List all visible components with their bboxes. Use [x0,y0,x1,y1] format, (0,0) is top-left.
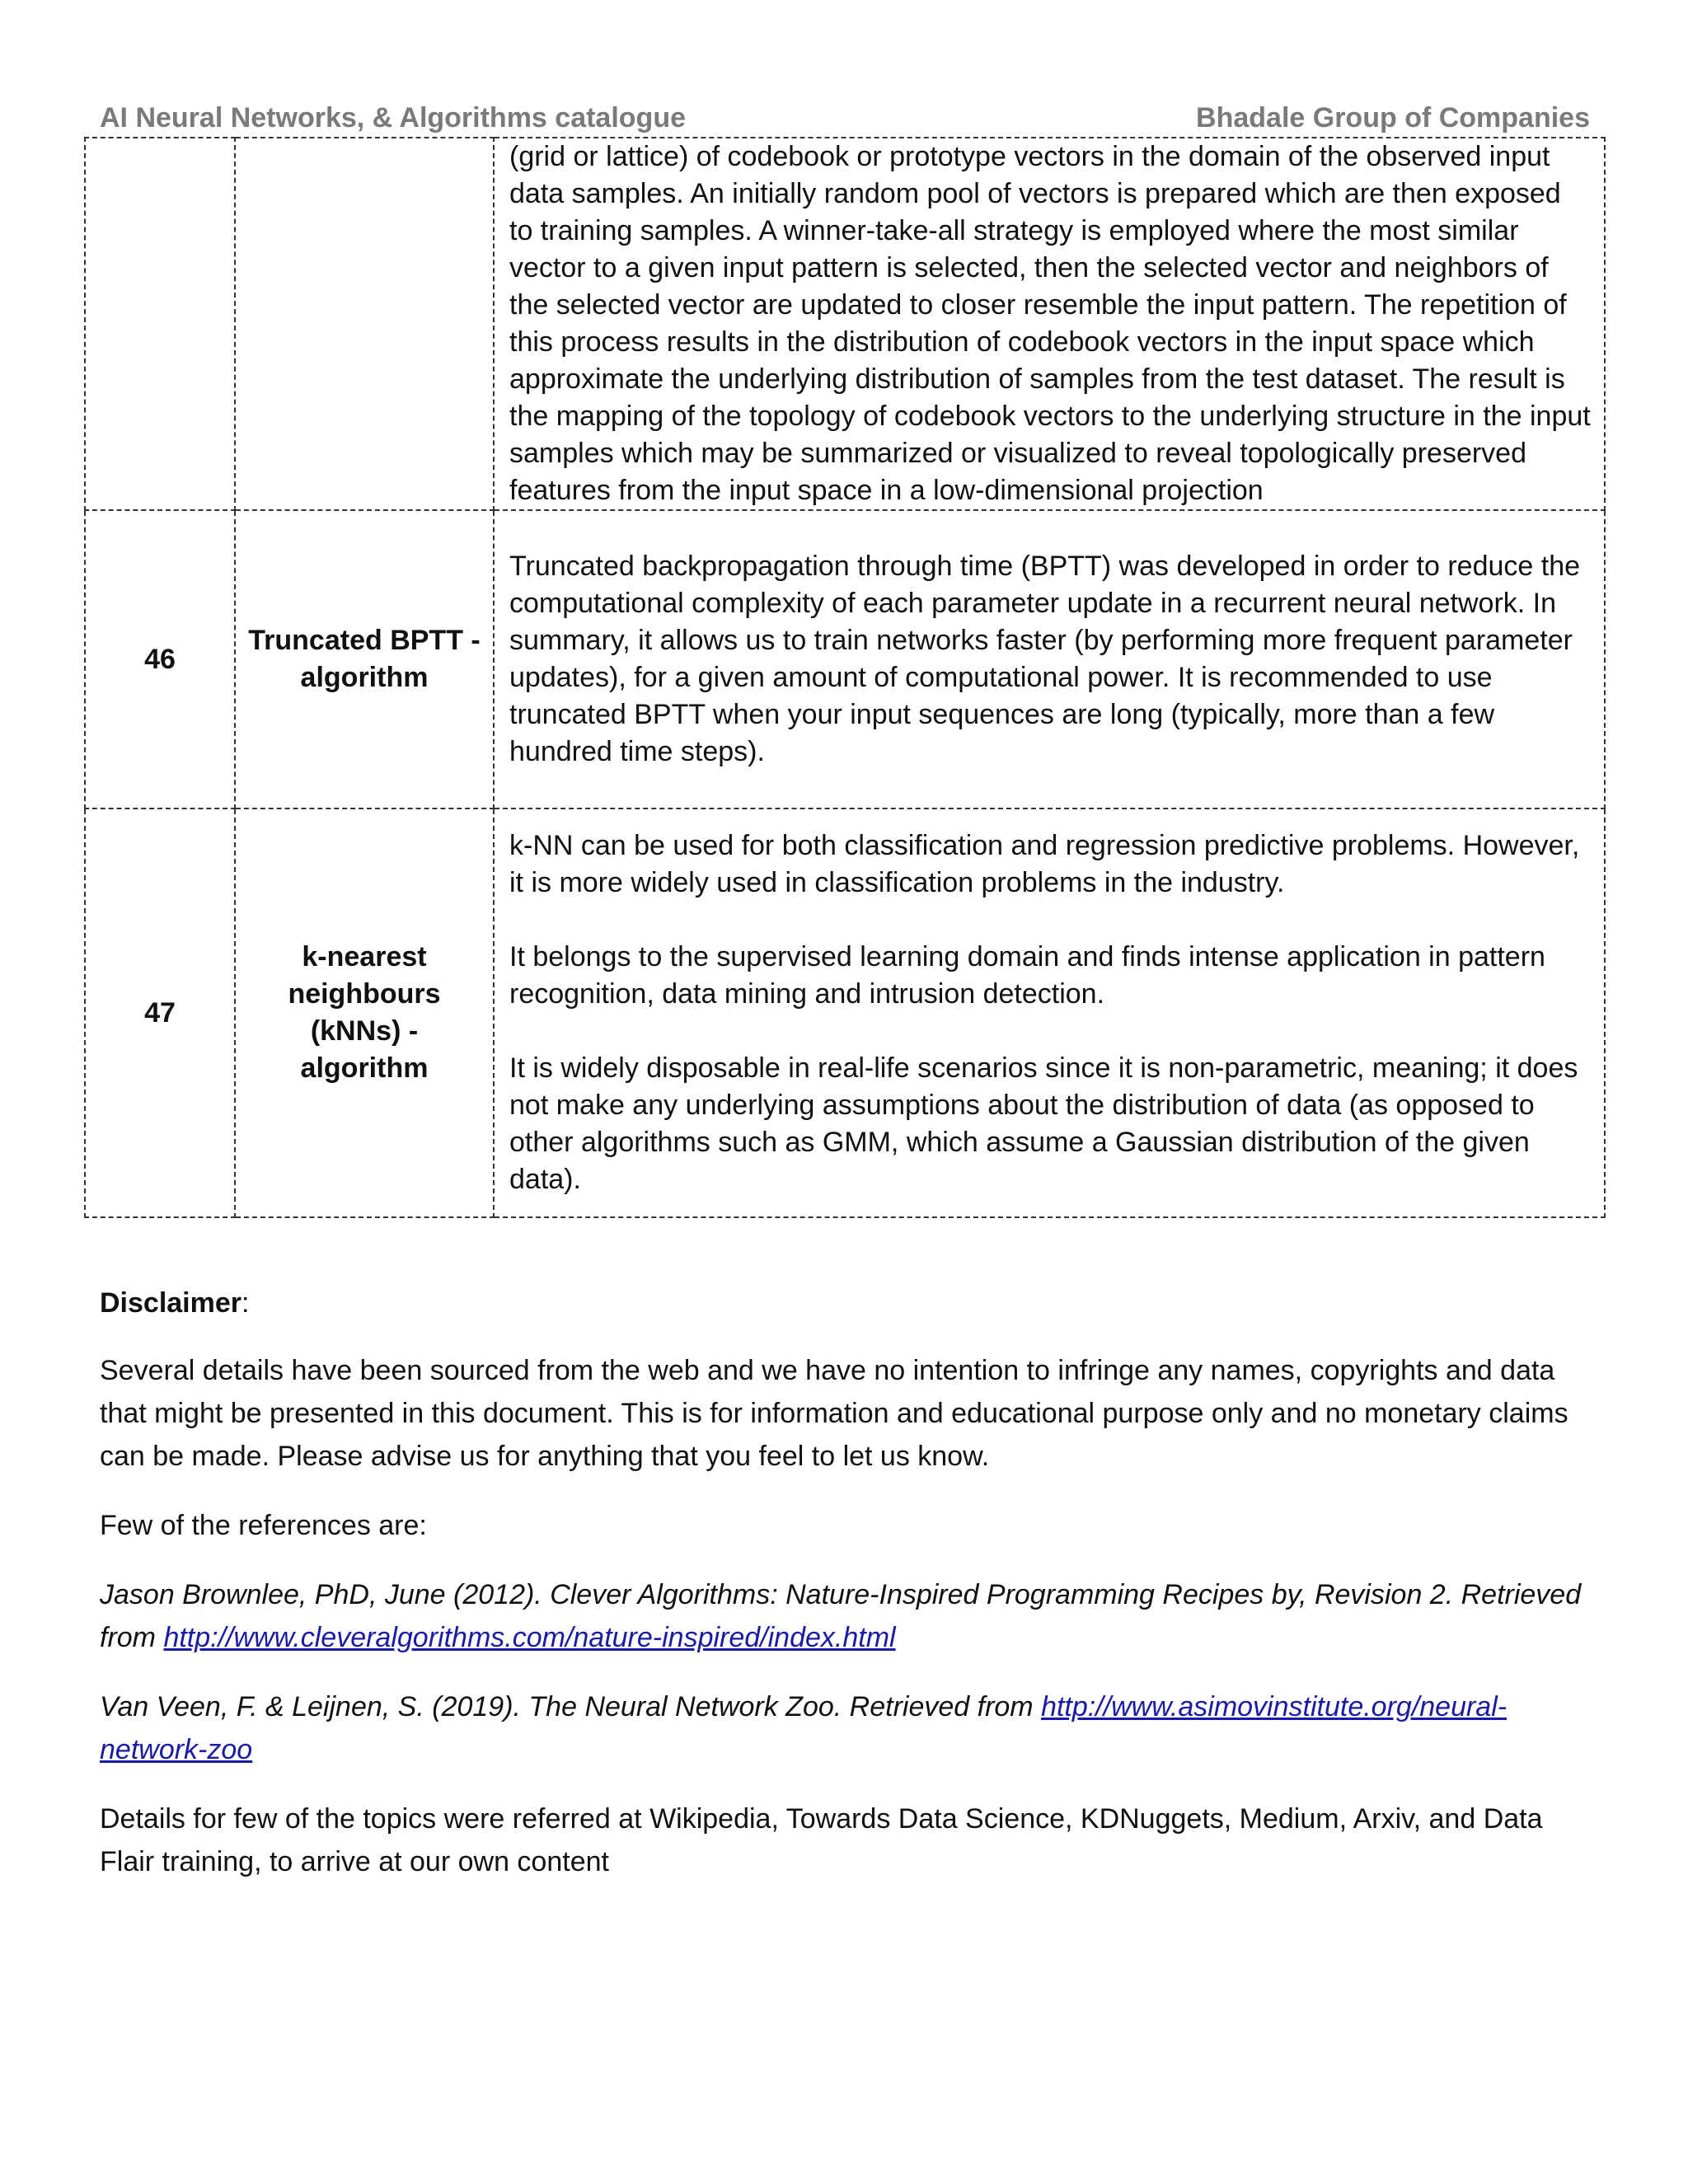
row-number [85,138,235,510]
table-row [85,138,1605,510]
row-description [494,138,1605,510]
reference-1-text: Jason Brownlee, PhD, June (2012). Clever Algorithms: Nature-Inspired Programming Recipes by, Revision 2. Retrieved from [100,1579,1582,1653]
reference-1 [100,1573,1590,1659]
description-paragraph: (grid or lattice) of codebook or prototype vectors in the domain of the observed input data samples. An initially random pool of vectors is prepared which are then exposed to training samples. A winner-take-all strategy is employed where the most similar vector to a given input pattern is selected, then the selected vector and neighbors of the selected vector are updated to closer resemble the input pattern. The repetition of this process results in the distribution of codebook vectors in the input space which approximate the underlying distribution of samples from the test dataset. The result is the mapping of the topology of codebook vectors to the underlying structure in the input samples which may be summarized or visualized to reveal topologically preserved features from the input space in a low-dimensional projection [509,141,1591,506]
row-algorithm-name: Truncated BPTT - algorithm [235,510,494,808]
description-paragraph: It is widely disposable in real-life scenarios since it is non-parametric, meaning; it does not make any underlying assumptions about the distribution of data (as opposed to other algorithms such as GMM, which assume a Gaussian distribution of the given data). [509,1052,1578,1195]
reference-2-text: Van Veen, F. & Leijnen, S. (2019). The Neural Network Zoo. Retrieved from [100,1691,1042,1722]
description-paragraph: Truncated backpropagation through time (BPTT) was developed in order to reduce the computational complexity of each parameter update in a recurrent neural network. In summary, it allows us to train networks faster (by performing more frequent parameter updates), for a given amount of computational power. It is recommended to use truncated BPTT when your input sequences are long (typically, more than a few hundred time steps). [509,551,1581,767]
disclaimer-colon: : [241,1287,250,1319]
row-algorithm-name: k-nearest neighbours (kNNs) - algorithm [235,808,494,1217]
table-row [85,510,1605,808]
table-row [85,808,1605,1217]
reference-1-link[interactable]: http://www.cleveralgorithms.com/nature-inspired/index.html [163,1622,896,1653]
disclaimer-heading [100,1282,1590,1324]
disclaimer-label: Disclaimer [100,1287,241,1319]
algorithm-table [84,137,1606,1218]
reference-2 [100,1685,1590,1771]
page-header [100,102,1590,138]
disclaimer-body: Several details have been sourced from the web and we have no intention to infringe any names, copyrights and data that might be presented in this document. This is for information and educational purpose only and no monetary claims can be made. Please advise us for anything that you feel to let us know. [100,1355,1568,1472]
description-paragraph: k-NN can be used for both classification and regression predictive problems. However, it is more widely used in classification problems in the industry. [509,830,1580,898]
references-intro: Few of the references are: [100,1510,427,1541]
reference-2-link[interactable]: http://www.asimovinstitute.org/neural-network-zoo [100,1691,1507,1765]
row-description [494,808,1605,1217]
row-description [494,510,1605,808]
disclaimer-section [100,1282,1590,1910]
description-paragraph: It belongs to the supervised learning domain and finds intense application in pattern recognition, data mining and intrusion detection. [509,941,1545,1010]
header-company: Bhadale Group of Companies [1196,102,1590,134]
header-title: AI Neural Networks, & Algorithms catalogue [100,102,686,134]
row-number: 46 [85,510,235,808]
closing-note: Details for few of the topics were referred at Wikipedia, Towards Data Science, KDNuggets, Medium, Arxiv, and Data Flair training, to arrive at our own content [100,1803,1543,1877]
row-algorithm-name [235,138,494,510]
row-number: 47 [85,808,235,1217]
